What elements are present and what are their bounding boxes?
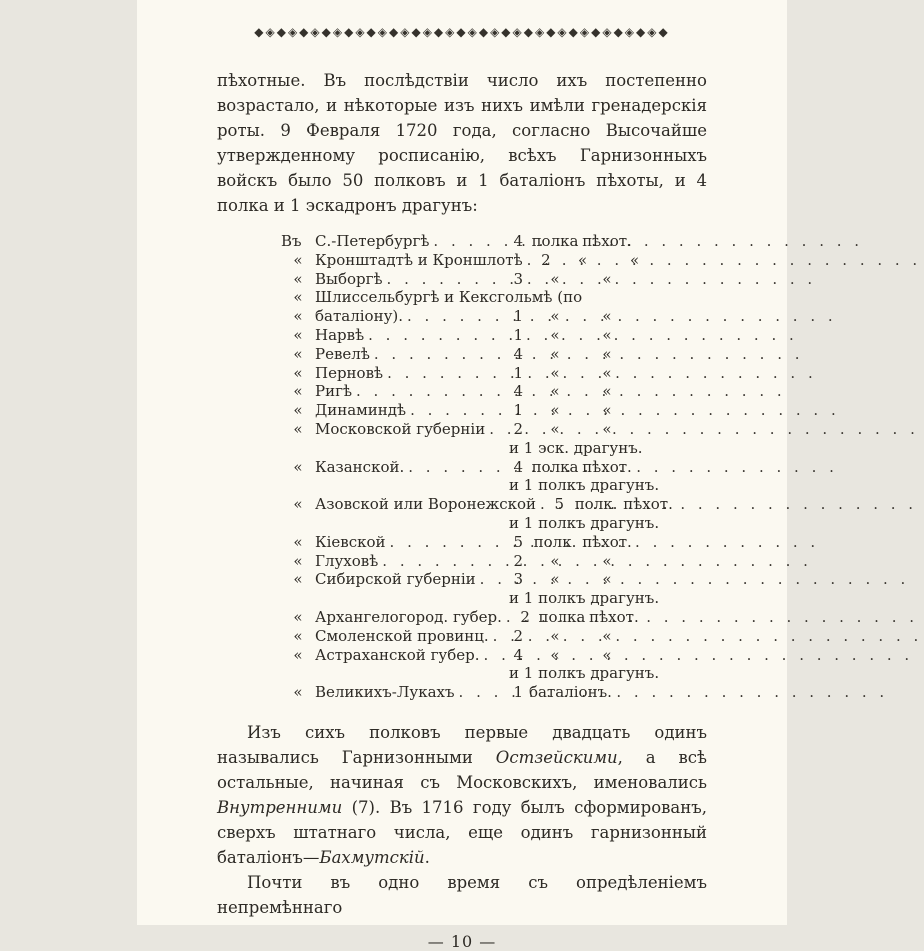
row-prefix: « bbox=[293, 570, 303, 589]
unit-word-1: « bbox=[550, 419, 560, 438]
row-prefix: « bbox=[293, 250, 303, 269]
unit-word-1: полк. bbox=[574, 495, 618, 514]
garrison-row bbox=[281, 401, 633, 420]
unit-word-1: « bbox=[550, 401, 560, 420]
place-name: баталіону). bbox=[315, 307, 404, 326]
row-prefix: « bbox=[293, 645, 303, 664]
unit-word-1: полка bbox=[531, 232, 579, 250]
garrison-row bbox=[281, 270, 633, 289]
top-paragraphs bbox=[217, 68, 707, 218]
unit-word-wide: баталіонъ. bbox=[529, 683, 612, 702]
unit-count: 2 bbox=[513, 626, 523, 645]
unit-count: 4 bbox=[513, 382, 523, 401]
unit-word-2: « bbox=[602, 419, 612, 438]
unit-word-2: « bbox=[602, 325, 612, 344]
plain-text: (7). Въ 1716 году былъ сформированъ, сверхъ штатнаго числа, еще одинъ гарнизонный баталіонъ— bbox=[217, 797, 707, 867]
place-name: Великихъ-Лукахъ bbox=[315, 683, 455, 702]
row-prefix: « bbox=[293, 325, 303, 344]
unit-word-2: пѣхот. bbox=[589, 607, 639, 626]
row-prefix: « bbox=[293, 683, 303, 702]
italic-text: Остзейскими bbox=[495, 747, 618, 767]
unit-word-2: « bbox=[602, 269, 612, 288]
unit-count: 1 bbox=[513, 683, 523, 702]
row-prefix: « bbox=[293, 419, 303, 438]
italic-text: Бахмутскій bbox=[319, 847, 425, 867]
unit-word-2: « bbox=[602, 551, 612, 570]
dot-leader bbox=[433, 232, 509, 251]
dot-leader bbox=[489, 420, 509, 439]
unit-word-1: « bbox=[550, 382, 560, 401]
continuation-text: и 1 полкъ драгунъ. bbox=[509, 589, 660, 608]
garrison-row bbox=[281, 345, 633, 364]
unit-word-1: « bbox=[550, 307, 560, 326]
dot-leader bbox=[527, 251, 537, 270]
place-name: С.-Петербургѣ bbox=[315, 232, 430, 250]
garrison-row bbox=[281, 288, 633, 307]
plain-text: пѣхотные. Въ послѣдствіи число ихъ постепенно возрастало, и нѣкоторые изъ нихъ имѣли гренадерскія роты. 9 Февраля 1720 года, согласно Высочайше утвержденному росписанію, всѣхъ Гарнизонныхъ войскъ было 50 полковъ и 1 баталіонъ пѣхоты, и 4 полка и 1 эскадронъ драгунъ: bbox=[217, 71, 707, 215]
place-name: Азовской или Воронежской bbox=[315, 495, 537, 514]
unit-word-1: « bbox=[550, 645, 560, 664]
unit-word-2: пѣхот. bbox=[582, 232, 632, 250]
row-prefix: « bbox=[293, 457, 303, 476]
unit-word-1: « bbox=[550, 344, 560, 363]
garrison-row bbox=[281, 438, 643, 458]
unit-count: 1 bbox=[513, 363, 523, 382]
unit-word-2: пѣхот. bbox=[623, 495, 673, 514]
unit-count: 2 bbox=[520, 607, 530, 626]
book-page bbox=[137, 0, 787, 951]
unit-count: 4 bbox=[513, 344, 523, 363]
row-prefix: Въ bbox=[281, 232, 302, 250]
garrison-row bbox=[281, 250, 640, 270]
dot-leader bbox=[410, 401, 509, 420]
unit-word-2: пѣхот. bbox=[582, 532, 632, 551]
place-name: Сибирской губерніи bbox=[315, 570, 476, 589]
continuation-text: и 1 полкъ драгунъ. bbox=[509, 664, 660, 683]
unit-word-2: « bbox=[602, 344, 612, 363]
unit-word-1: полка bbox=[531, 457, 579, 476]
row-prefix: « bbox=[293, 551, 303, 570]
unit-word-2: « bbox=[602, 645, 612, 664]
garrison-row bbox=[281, 513, 660, 533]
paragraph bbox=[217, 720, 707, 870]
unit-count: 4 bbox=[513, 645, 523, 664]
garrison-row bbox=[281, 607, 639, 627]
row-prefix: « bbox=[293, 363, 303, 382]
dot-leader bbox=[407, 307, 509, 326]
unit-word-2: « bbox=[602, 626, 612, 645]
dot-leader bbox=[408, 458, 509, 477]
place-name: Нарвѣ bbox=[315, 325, 365, 344]
garrison-row bbox=[281, 533, 633, 552]
unit-word-1: « bbox=[550, 363, 560, 382]
plain-text: Изъ сихъ полковъ первые двадцать одинъ назывались Гарнизонными bbox=[217, 722, 707, 767]
dot-leader bbox=[480, 570, 509, 589]
unit-count: 2 bbox=[513, 419, 523, 438]
garrison-row bbox=[281, 552, 633, 571]
garrison-row bbox=[281, 326, 633, 345]
garrison-row bbox=[281, 646, 633, 665]
garrison-row bbox=[281, 570, 633, 589]
unit-word-1: « bbox=[550, 325, 560, 344]
unit-word-2: « bbox=[602, 307, 612, 326]
continuation-text: и 1 полкъ драгунъ. bbox=[509, 476, 660, 495]
unit-word-2: « bbox=[630, 250, 640, 269]
unit-word-2: « bbox=[602, 363, 612, 382]
dot-leader bbox=[540, 495, 550, 514]
row-prefix: « bbox=[293, 401, 303, 420]
dot-leader bbox=[493, 627, 509, 646]
dot-leader bbox=[484, 646, 509, 665]
dot-leader bbox=[459, 683, 509, 702]
unit-count: 1 bbox=[513, 325, 523, 344]
place-name: Московской губерніи bbox=[315, 419, 486, 438]
place-name: Глуховѣ bbox=[315, 551, 379, 570]
dot-leader bbox=[387, 364, 509, 383]
paragraph bbox=[217, 68, 707, 218]
unit-word-1: « bbox=[578, 250, 588, 269]
garrison-row bbox=[281, 476, 660, 495]
garrison-row bbox=[281, 458, 633, 477]
unit-count: 2 bbox=[541, 250, 551, 269]
unit-word-1: полка bbox=[538, 607, 586, 626]
row-prefix: « bbox=[293, 532, 303, 551]
place-name: Перновѣ bbox=[315, 363, 384, 382]
row-prefix: « bbox=[293, 269, 303, 288]
row-prefix: « bbox=[293, 495, 303, 514]
garrison-row bbox=[281, 589, 660, 608]
unit-word-2: пѣхот. bbox=[582, 457, 632, 476]
row-prefix: « bbox=[293, 626, 303, 645]
unit-word-2: « bbox=[602, 382, 612, 401]
unit-count: 3 bbox=[513, 269, 523, 288]
row-prefix: « bbox=[293, 288, 303, 307]
dot-leader bbox=[506, 608, 516, 627]
ornamental-border: ◆◈◆◈◆◈◆◈◆◈◆◈◆◈◆◈◆◈◆◈◆◈◆◈◆◈◆◈◆◈◆◈◆◈◆◈◆ bbox=[254, 25, 670, 39]
dot-leader bbox=[387, 270, 509, 289]
unit-word-1: « bbox=[550, 626, 560, 645]
garrison-row bbox=[281, 683, 633, 702]
garrison-row bbox=[281, 364, 633, 383]
unit-count: 5 bbox=[513, 532, 523, 551]
row-prefix: « bbox=[293, 607, 303, 626]
unit-count: 5 bbox=[554, 495, 565, 514]
page-number: — 10 — bbox=[427, 931, 497, 951]
garrison-row bbox=[281, 664, 660, 683]
unit-word-2: « bbox=[602, 570, 612, 589]
garrison-row bbox=[281, 382, 633, 401]
place-name: Астраханской губер. bbox=[315, 645, 480, 664]
place-name: Шлиссельбургѣ и Кексгольмѣ (по bbox=[315, 288, 583, 307]
unit-word-1: « bbox=[550, 551, 560, 570]
italic-text: Внутренними bbox=[217, 797, 343, 817]
dot-leader bbox=[356, 382, 509, 401]
unit-count: 4 bbox=[513, 232, 523, 250]
unit-count: 1 bbox=[513, 401, 523, 420]
place-name: Казанской. bbox=[315, 457, 405, 476]
dot-leader bbox=[374, 345, 509, 364]
row-prefix: « bbox=[293, 307, 303, 326]
unit-count: 4 bbox=[513, 457, 523, 476]
dot-leader bbox=[382, 552, 509, 571]
plain-text: , а всѣ остальные, начиная съ Московскихъ, именовались bbox=[217, 747, 707, 792]
unit-count: 1 bbox=[513, 307, 523, 326]
unit-count: 3 bbox=[513, 570, 523, 589]
dot-leader bbox=[368, 326, 509, 345]
garrison-list bbox=[281, 232, 673, 702]
place-name: Архангелогород. губер. bbox=[315, 607, 502, 626]
plain-text: Почти въ одно время съ опредѣленіемъ непремѣннаго bbox=[217, 872, 707, 917]
continuation-text: и 1 полкъ драгунъ. bbox=[509, 513, 660, 532]
place-name: Ригѣ bbox=[315, 382, 352, 401]
continuation-text: и 1 эск. драгунъ. bbox=[509, 438, 643, 457]
bottom-paragraphs bbox=[217, 720, 707, 920]
row-prefix: « bbox=[293, 344, 303, 363]
unit-word-1: « bbox=[550, 269, 560, 288]
place-name: Ревелѣ bbox=[315, 344, 370, 363]
garrison-row bbox=[281, 495, 673, 514]
garrison-row bbox=[281, 420, 633, 439]
place-name: Кронштадтѣ и Кроншлотѣ bbox=[315, 250, 523, 269]
garrison-row bbox=[281, 307, 633, 326]
unit-count: 2 bbox=[513, 551, 523, 570]
place-name: Смоленской провинц. bbox=[315, 626, 489, 645]
garrison-row bbox=[281, 232, 633, 251]
dot-leader bbox=[390, 533, 509, 552]
place-name: Выборгѣ bbox=[315, 269, 383, 288]
plain-text: . bbox=[424, 847, 430, 867]
row-prefix: « bbox=[293, 382, 303, 401]
place-name: Динаминдѣ bbox=[315, 401, 407, 420]
unit-word-2: « bbox=[602, 401, 612, 420]
place-name: Кіевской bbox=[315, 532, 386, 551]
garrison-row bbox=[281, 627, 633, 646]
paragraph bbox=[217, 870, 707, 920]
unit-word-1: полк. bbox=[533, 532, 577, 551]
unit-word-1: « bbox=[550, 570, 560, 589]
